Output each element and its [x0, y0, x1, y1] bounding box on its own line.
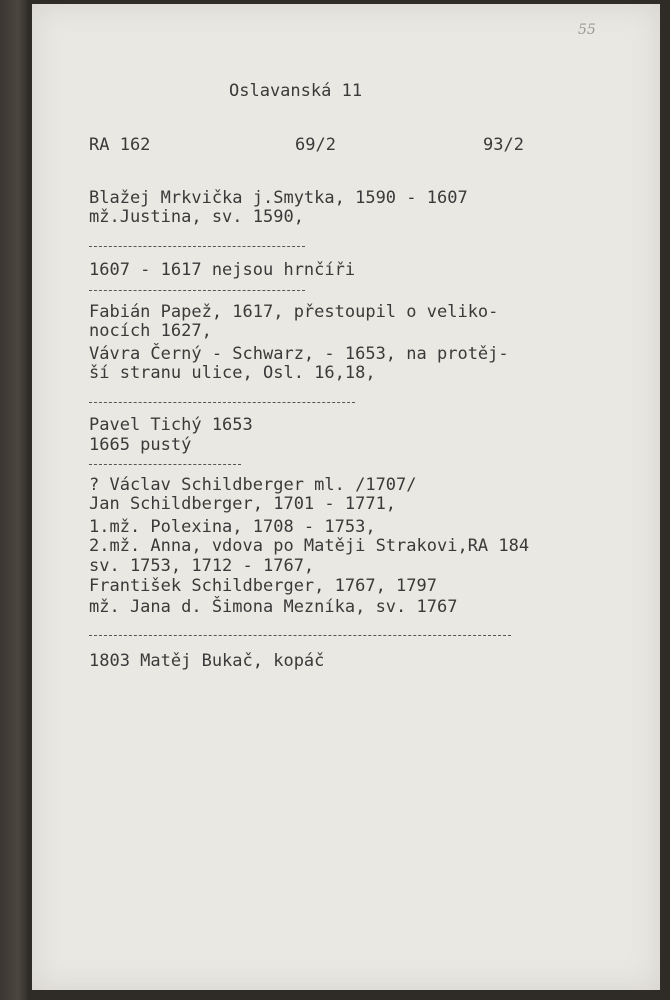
- entry-line: mž. Jana d. Šimona Mezníka, sv. 1767: [89, 597, 458, 617]
- entry-line: 1607 - 1617 nejsou hrnčíři: [89, 260, 356, 280]
- separator-rule: [89, 246, 305, 247]
- separator-rule: [89, 635, 511, 636]
- entry-line: ? Václav Schildberger ml. /1707/: [89, 475, 417, 495]
- ref-ra: RA 162: [89, 135, 151, 155]
- entry-line: Blažej Mrkvička j.Smytka, 1590 - 1607: [89, 188, 468, 208]
- entry-line: ší stranu ulice, Osl. 16,18,: [89, 363, 376, 383]
- entry-line: Jan Schildberger, 1701 - 1771,: [89, 494, 397, 514]
- separator-rule: [89, 290, 305, 291]
- page-number: 55: [578, 22, 596, 38]
- entry-line: 1665 pustý: [89, 435, 192, 455]
- separator-rule: [89, 464, 241, 465]
- binder-edge: [0, 0, 30, 1000]
- entry-line: 1803 Matěj Bukač, kopáč: [89, 651, 325, 671]
- ref-a: 69/2: [295, 135, 336, 155]
- separator-rule: [89, 402, 355, 403]
- entry-line: Pavel Tichý 1653: [89, 415, 253, 435]
- entry-line: František Schildberger, 1767, 1797: [89, 576, 437, 596]
- index-card: [32, 4, 660, 990]
- entry-line: mž.Justina, sv. 1590,: [89, 207, 304, 227]
- entry-line: sv. 1753, 1712 - 1767,: [89, 556, 315, 576]
- card-title: Oslavanská 11: [229, 81, 363, 101]
- entry-line: 1.mž. Polexina, 1708 - 1753,: [89, 517, 376, 537]
- entry-line: 2.mž. Anna, vdova po Matěji Strakovi,RA 184: [89, 536, 530, 556]
- entry-line: nocích 1627,: [89, 321, 212, 341]
- entry-line: Vávra Černý - Schwarz, - 1653, na protěj-: [89, 344, 509, 364]
- entry-line: Fabián Papež, 1617, přestoupil o veliko-: [89, 302, 499, 322]
- ref-b: 93/2: [483, 135, 524, 155]
